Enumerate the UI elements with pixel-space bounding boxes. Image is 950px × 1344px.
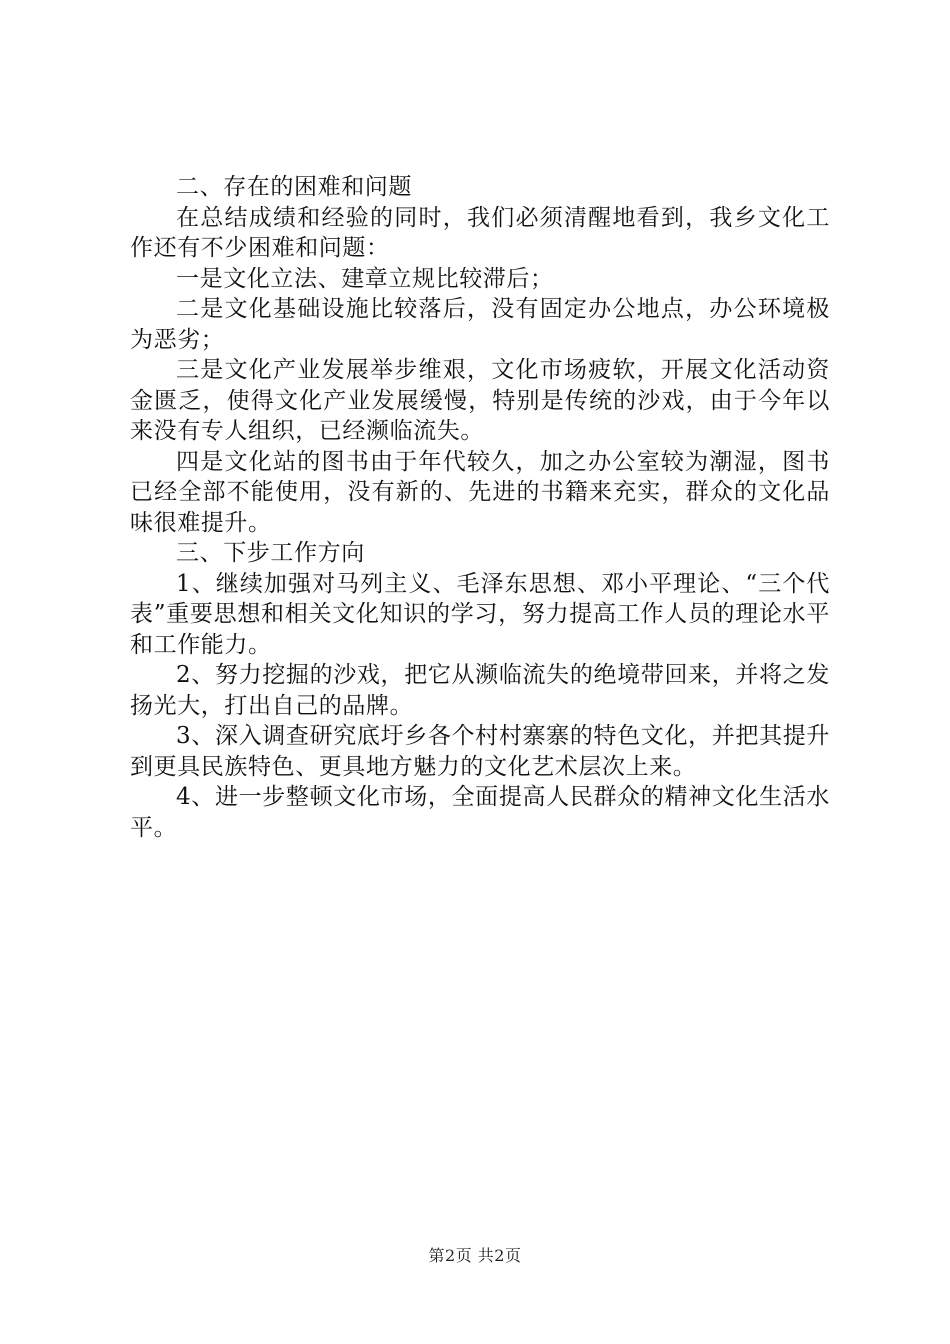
paragraph-item-3: 三是文化产业发展举步维艰，文化市场疲软，开展文化活动资金匮乏，使得文化产业发展缓慢，特别是传统的沙戏，由于今年以来没有专人组织，已经濒临流失。 — [130, 357, 830, 444]
paragraph-step-2: 2、努力挖掘的沙戏，把它从濒临流失的绝境带回来，并将之发扬光大，打出自己的品牌。 — [130, 662, 830, 719]
paragraph-step-1: 1、继续加强对马列主义、毛泽东思想、邓小平理论、“三个代表”重要思想和相关文化知识的学习，努力提高工作人员的理论水平和工作能力。 — [130, 570, 830, 658]
paragraph-item-1: 一是文化立法、建章立规比较滞后； — [176, 265, 554, 292]
section-heading-next-steps: 三、下步工作方向 — [176, 540, 365, 566]
paragraph-intro: 在总结成绩和经验的同时，我们必须清醒地看到，我乡文化工作还有不少困难和问题： — [130, 204, 830, 261]
document-body — [130, 172, 830, 843]
paragraph-step-3: 3、深入调查研究底圩乡各个村村寨寨的特色文化，并把其提升到更具民族特色、更具地方魅力的文化艺术层次上来。 — [130, 723, 830, 780]
paragraph-item-2: 二是文化基础设施比较落后，没有固定办公地点，办公环境极为恶劣； — [130, 296, 830, 353]
paragraph-item-4: 四是文化站的图书由于年代较久，加之办公室较为潮湿，图书已经全部不能使用，没有新的、先进的书籍来充实，群众的文化品味很难提升。 — [130, 448, 830, 536]
section-heading-difficulties: 二、存在的困难和问题 — [176, 174, 412, 200]
paragraph-step-4: 4、进一步整顿文化市场，全面提高人民群众的精神文化生活水平。 — [130, 784, 830, 841]
page-footer: 第2页 共2页 — [428, 1246, 522, 1265]
